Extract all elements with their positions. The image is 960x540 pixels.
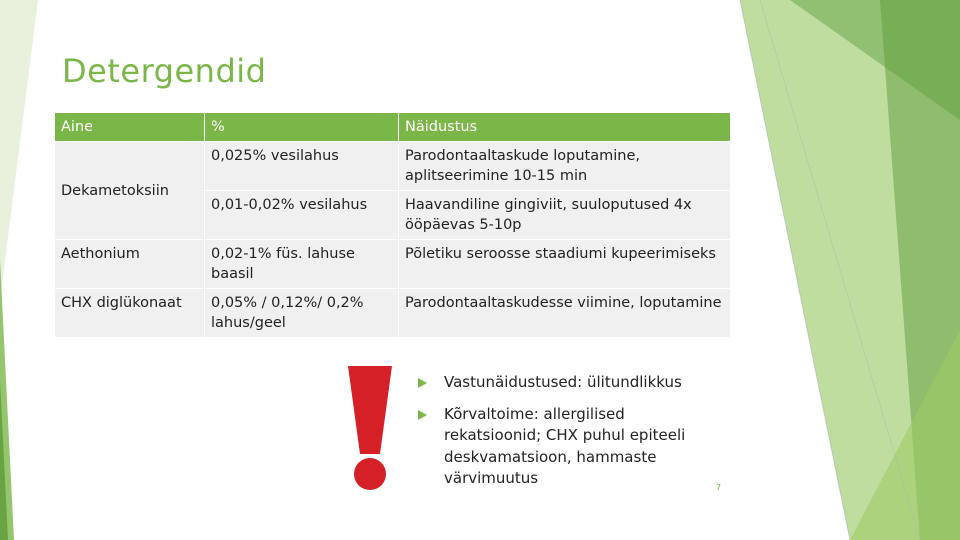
cell-substance: Aethonium	[55, 240, 205, 289]
cell-percent: 0,025% vesilahus	[205, 142, 399, 191]
header-percent: %	[205, 113, 399, 142]
cell-indication: Haavandiline gingiviit, suuloputused 4x ööpäevas 5-10p	[399, 191, 731, 240]
detergents-table	[54, 112, 731, 338]
table-row	[55, 289, 731, 338]
exclamation-mark-icon	[340, 362, 400, 492]
table-row	[55, 142, 731, 191]
cell-substance: Dekametoksiin	[55, 142, 205, 240]
contraindications-text: Vastunäidustused: ülitundlikkus	[444, 373, 682, 391]
side-effects-text: Kõrvaltoime: allergilised rekatsioonid; CHX puhul epiteeli deskvamatsioon, hammaste värvimuutus	[444, 404, 686, 487]
header-substance: Aine	[55, 113, 205, 142]
notes-list	[418, 372, 718, 500]
bullet-arrow-icon	[418, 410, 427, 420]
cell-indication: Parodontaaltaskudesse viimine, loputamine	[399, 289, 731, 338]
list-item	[418, 404, 718, 490]
table-row	[55, 240, 731, 289]
cell-indication: Parodontaaltaskude loputamine, aplitseerimine 10-15 min	[399, 142, 731, 191]
slide-title: Detergendid	[62, 52, 267, 90]
cell-indication: Põletiku seroosse staadiumi kupeerimiseks	[399, 240, 731, 289]
cell-percent: 0,05% / 0,12%/ 0,2% lahus/geel	[205, 289, 399, 338]
list-item	[418, 372, 718, 394]
cell-substance: CHX diglükonaat	[55, 289, 205, 338]
table-header-row	[55, 113, 731, 142]
cell-percent: 0,01-0,02% vesilahus	[205, 191, 399, 240]
header-indication: Näidustus	[399, 113, 731, 142]
cell-percent: 0,02-1% füs. lahuse baasil	[205, 240, 399, 289]
slide-number: 7	[716, 483, 722, 492]
bullet-arrow-icon	[418, 378, 427, 388]
